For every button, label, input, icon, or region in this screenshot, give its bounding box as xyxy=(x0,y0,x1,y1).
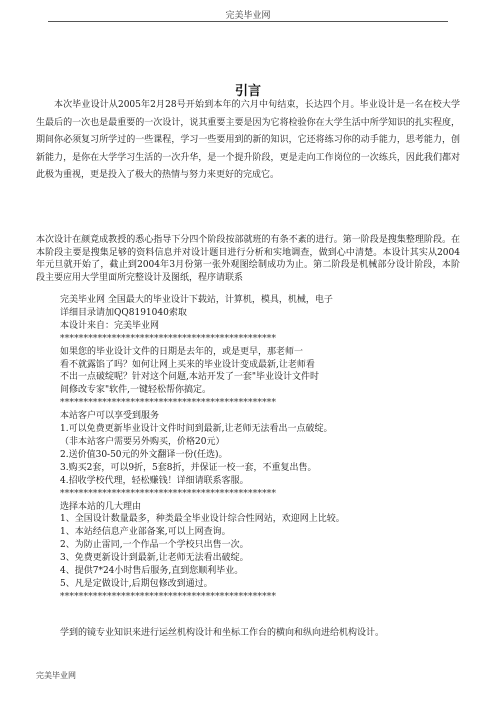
closing-paragraph: 学到的镜专业知识来进行运丝机构设计和坐标工作台的横向和纵向进给机构设计。 xyxy=(60,628,385,638)
intro-paragraph: 本次毕业设计从2005年2月28号开始到本年的六月中旬结束，长达四个月。毕业设计是一名在校大学生最后的一次也是最重要的一次设计，说其重要主要是因为它将检验你在大学生活中所学知识的扎实程度，期间你必须复习所学过的一些课程，学习一些要用到的新的知识，它还将练习你的动手能力，思考能力，创新能力，是你在大学学习生活的一次升华，是一个提升阶段，更是走向工作岗位的一次练兵，因此我们都对此极为重视，更是投入了极大的热情与努力来更好的完成它。 xyxy=(36,100,460,181)
ad-line: 完美毕业网 全国最大的毕业设计下载站，计算机，模具，机械，电子 xyxy=(60,295,333,305)
ad-line: 3、免费更新设计到最新,让老师无法看出破绽。 xyxy=(60,553,249,564)
ad-line: 1、全国设计数量最多，种类最全毕业设计综合性网站，欢迎网上比较。 xyxy=(60,514,345,525)
ad-line: 4.招收学校代理，轻松赚钱！详细请联系客服。 xyxy=(60,475,249,486)
ad-line: 详细目录请加QQ8191040索取 xyxy=(60,307,187,318)
ad-line: 间修改专家"软件,一键轻松帮你搞定。 xyxy=(60,385,212,396)
header-divider xyxy=(48,21,448,22)
ad-line: 不出一点破绽呢？针对这个问题,本站开发了一套"毕业设计文件时 xyxy=(60,372,320,383)
advertisement-block xyxy=(60,294,440,604)
ad-line: 选择本站的几大理由 xyxy=(60,501,142,512)
ad-line: 本设计来自：完美毕业网 xyxy=(60,320,160,331)
ad-line: 本站客户可以享受到服务 xyxy=(60,411,160,422)
page-title: 引言 xyxy=(234,84,261,99)
ad-line: （非本站客户需要另外购买，价格20元） xyxy=(60,436,225,447)
ad-line: 3.购买2套，可以9折，5套8折，并保证一校一套，不重复出售。 xyxy=(60,462,317,473)
ad-line: 2.送价值30-50元的外文翻译一份(任选)。 xyxy=(60,449,228,460)
ad-separator: ********************************************** xyxy=(60,398,277,409)
ad-line: 2、为防止雷同,一个作品一个学校只出售一次。 xyxy=(60,540,249,551)
ad-line: 看不就露馅了吗？如何让网上买来的毕业设计变成最新,让老师看 xyxy=(60,359,315,370)
ad-separator: ********************************************** xyxy=(60,333,277,344)
ad-separator: ********************************************** xyxy=(60,591,277,602)
ad-separator: ********************************************** xyxy=(60,488,277,499)
page-footer: 完美毕业网 xyxy=(36,671,76,680)
page-header: 完美毕业网 xyxy=(225,11,271,21)
ad-line: 1、本站经信息产业部备案,可以上网查询。 xyxy=(60,527,231,538)
ad-line: 1.可以免费更新毕业设计文件时间到最新,让老师无法看出一点破绽。 xyxy=(60,424,333,435)
ad-line: 4、提供7*24小时售后服务,直到您顺利毕业。 xyxy=(60,566,244,577)
ad-line: 如果您的毕业设计文件的日期是去年的，或是更早，那老师一 xyxy=(60,346,304,357)
stages-paragraph: 本次设计在颜竟成教授的悉心指导下分四个阶段按部就班的有条不紊的进行。第一阶段是搜集整理阶段。在本阶段主要是搜集足够的资料信息并对设计题目进行分析和实地调查，做到心中清楚。本设计其实从2004年元旦就开始了，截止到2004年3月份第一张外观图绘制成功为止。第二阶段是机械部分设计阶段，本阶段主要应用大学里面所完整设计及图纸，程序请联系 xyxy=(36,235,460,283)
ad-line: 5、凡是定做设计,后期包修改到通过。 xyxy=(60,578,213,589)
